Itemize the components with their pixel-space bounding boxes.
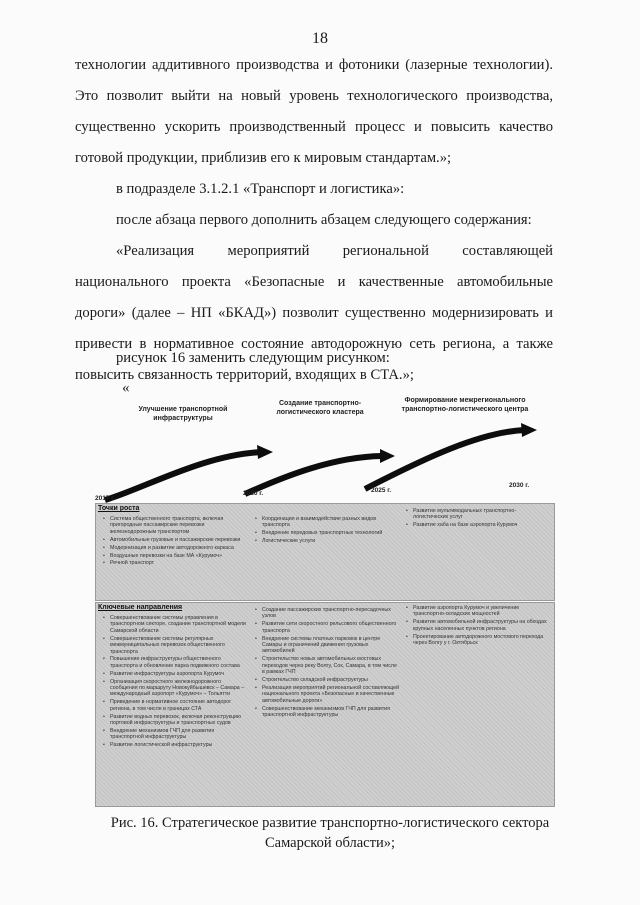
- list-item: • Логистические услуги: [254, 538, 400, 544]
- growth-arrowhead-3: [521, 423, 537, 437]
- key-directions-title: Ключевые направления: [98, 604, 183, 611]
- growth-arrows-graphic: [95, 392, 557, 507]
- growth-arrowhead-1: [257, 445, 273, 459]
- page-number: 18: [312, 30, 328, 47]
- growth-arrowhead-2: [380, 449, 395, 463]
- list-item: • Автомобильные грузовые и пассажирские перевозки: [102, 537, 248, 543]
- list-item: • Внедрение передовых транспортных технологий: [254, 530, 400, 536]
- list-item: • Внедрение механизмов ГЧП для развития транспортной инфраструктуры: [102, 728, 248, 741]
- list-item: • Приведение в нормативное состояние автодорог региона, в том числе в границах СТА: [102, 699, 248, 712]
- list-item: • Строительство новых автомобильных мостовых переходов через реку Волгу, Сок, Самара, в том числе в рамках ГЧП: [254, 656, 400, 675]
- figure-caption: Рис. 16. Стратегическое развитие транспортно-логистического сектора Самарской области»;: [110, 815, 550, 851]
- list-item: • Модернизация и развитие автодорожного каркаса: [102, 545, 248, 551]
- growth-column-3: [405, 508, 551, 530]
- list-item: • Создание пассажирских транспортно-пересадочных узлов: [254, 607, 400, 620]
- list-item: • Развитие аэропорта Курумоч и увеличение транспортно-складских мощностей: [405, 605, 551, 618]
- list-item: • Повышение инфраструктуры общественного транспорта и обновление парка подвижного состава: [102, 656, 248, 669]
- phase-label-2: Создание транспортно-логистического кластера: [276, 400, 364, 416]
- list-item: • Реализация мероприятий региональной составляющей национального проекта «Безопасные и качественные автомобильные дороги»: [254, 685, 400, 704]
- growth-arrow-3: [365, 430, 525, 489]
- list-item: • Координация и взаимодействие разных видов транспорта: [254, 516, 400, 529]
- list-item: • Речной транспорт: [102, 560, 248, 566]
- paragraph-replace-figure: рисунок 16 заменить следующим рисунком:: [116, 350, 390, 366]
- paragraph-subsection-transport: в подразделе 3.1.2.1 «Транспорт и логистика»:: [116, 181, 405, 197]
- paragraph-add-after-first: после абзаца первого дополнить абзацем следующего содержания:: [116, 212, 532, 228]
- directions-column-3: [405, 605, 551, 648]
- list-item: • Развитие автомобильной инфраструктуры на обходах крупных населенных пунктов региона: [405, 619, 551, 632]
- growth-column-2: [254, 516, 400, 546]
- year-2017: 2017 г.: [95, 495, 116, 502]
- directions-column-2: [254, 607, 400, 720]
- list-item: • Совершенствование системы управления в транспортном секторе, создание транспортной модели Самарской области: [102, 615, 248, 634]
- opening-quote: «: [122, 380, 130, 396]
- figure-16-diagram: [95, 392, 557, 807]
- paragraph-bkad: «Реализация мероприятий региональной составляющей национального проекта «Безопасные и качественные автомобильные дороги» (далее – НП «БКАД») позволит существенно модернизировать и привести в нормативное состояние автодорожную сеть региона, а также повысить связанность территорий, входящих в СТА.»;: [75, 243, 553, 383]
- growth-points-title: Точки роста: [98, 505, 140, 512]
- growth-arrow-1: [105, 452, 263, 500]
- key-directions-box: [95, 602, 555, 807]
- list-item: • Строительство складской инфраструктуры: [254, 677, 400, 683]
- list-item: • Внедрение системы платных парковок в центре Самары и ограничений движения грузовых автомобилей: [254, 636, 400, 655]
- list-item: • Развитие мультимодальных транспортно-логистических услуг: [405, 508, 551, 521]
- growth-arrow-2: [245, 456, 385, 494]
- year-2025: 2025 г.: [371, 487, 392, 494]
- list-item: • Организация скоростного железнодорожного сообщения по маршруту Новокуйбышевск – Самара – международный аэропорт «Курумоч» – Тольятти: [102, 679, 248, 698]
- list-item: • Развитие логистической инфраструктуры: [102, 742, 248, 748]
- directions-column-1: [102, 615, 248, 750]
- phase-label-3: Формирование межрегионального транспортно-логистического центра: [401, 397, 529, 413]
- list-item: • Развитие инфраструктуры аэропорта Курумоч: [102, 671, 248, 677]
- list-item: • Проектирование автодорожного мостового перехода через Волгу у г. Октябрьск: [405, 634, 551, 647]
- list-item: • Развитие хаба на базе аэропорта Курумоч: [405, 522, 551, 528]
- list-item: • Система общественного транспорта, включая пригородные пассажирские перевозки железнодорожным транспортом: [102, 516, 248, 535]
- year-2030: 2030 г.: [509, 482, 530, 489]
- list-item: • Развитие сети скоростного рельсового общественного транспорта: [254, 621, 400, 634]
- growth-column-1: [102, 516, 248, 568]
- phase-label-1: Улучшение транспортной инфраструктуры: [138, 406, 228, 422]
- growth-points-box: [95, 503, 555, 601]
- list-item: • Совершенствование механизмов ГЧП для развития транспортной инфраструктуры: [254, 706, 400, 719]
- year-2020: 2020 г.: [243, 490, 264, 497]
- paragraph-additive-tech: технологии аддитивного производства и фотоники (лазерные технологии). Это позволит выйти на новый уровень технологического производства, существенно ускорить производственный процесс и повысить качество готовой продукции, приблизив его к мировым стандартам.»;: [75, 57, 553, 166]
- list-item: • Совершенствование системы регулярных межмуниципальных перевозок общественного транспорта: [102, 636, 248, 655]
- list-item: • Воздушные перевозки на базе МА «Курумоч»: [102, 553, 248, 559]
- list-item: • Развитие водных перевозок, включая реконструкцию портовой инфраструктуры и транспортных судов: [102, 714, 248, 727]
